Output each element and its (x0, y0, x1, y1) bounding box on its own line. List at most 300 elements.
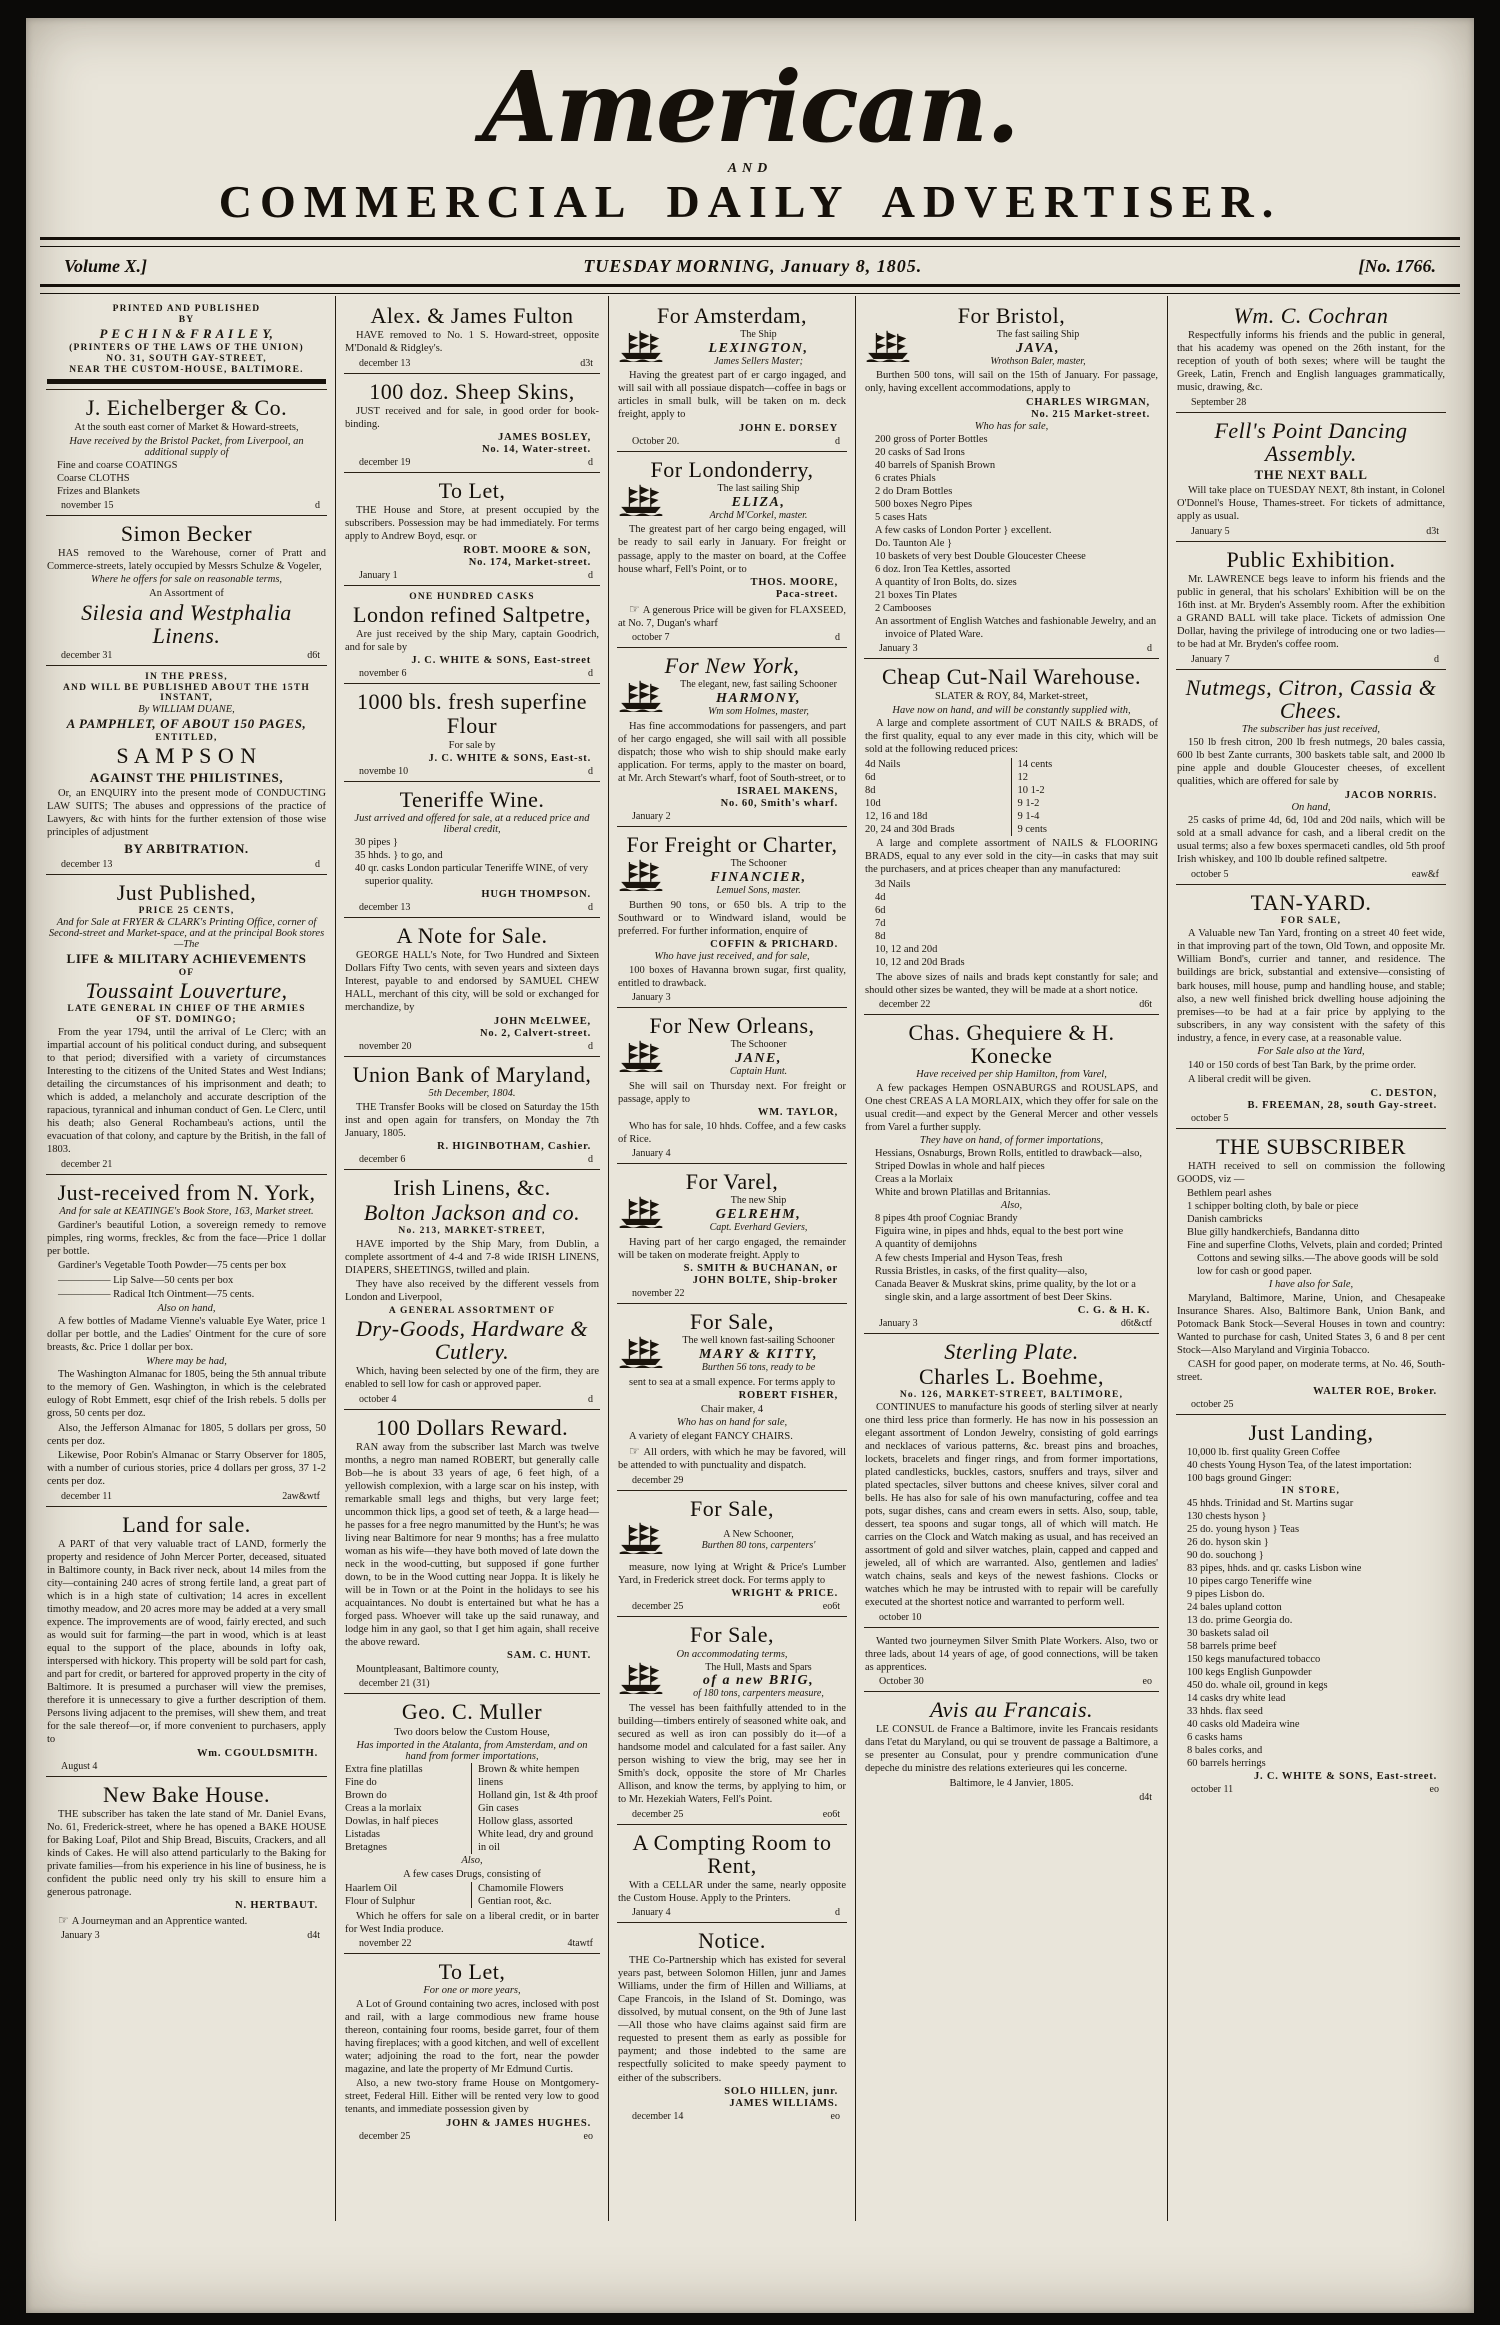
ad-heading: A Note for Sale. (396, 923, 548, 949)
list-item: 12, 16 and 18d (865, 810, 928, 822)
masthead-title-script: American. (482, 50, 1018, 164)
ad-insertion-code: d6t (1139, 999, 1152, 1011)
ship-info (671, 483, 846, 521)
ship-line: The fast sailing Ship (996, 329, 1080, 341)
ad-text: Mr. LAWRENCE begs leave to inform his friends and the public in general, that his scholars' Exhibition will be on the 16th inst. at Mr. Bryden's Assembly room. After the exhibition a GRAND BALL will take place. Tickets of admission One Dollar, having the privilege of introducing one or two ladies—to be had at Mr. Bryden's coffee room. (1177, 573, 1445, 651)
ad-text: An Assortment of (149, 587, 224, 599)
ad-imprint (46, 298, 327, 390)
ad-dateline (345, 1677, 599, 1689)
ad-dateline (47, 1760, 326, 1772)
ship-line: A New Schooner, (723, 1528, 794, 1540)
ad-insertion-code: d (588, 457, 593, 469)
ad-text: PRINTED AND PUBLISHED (112, 303, 261, 314)
ad-insertion-code: 2aw&wtf (282, 1490, 320, 1502)
ad-date: december 21 (61, 1158, 113, 1170)
ad-heading: Just Published, (116, 879, 257, 905)
ad-text: Also, (1000, 1200, 1023, 1212)
list-item: 8 bales corks, and (1187, 1745, 1263, 1757)
ad-note: ☞ All orders, with which he may be favored, will be attended to with punctuality and dispatch. (618, 1444, 846, 1472)
ad-date: december 29 (632, 1474, 684, 1486)
ad-geo-c-muller (344, 1694, 600, 1954)
list-item: Striped Dowlas in whole and half pieces (875, 1161, 1045, 1173)
ad-date: december 13 (359, 902, 411, 914)
thick-rule (47, 379, 326, 384)
list-item: White lead, dry and ground in oil (478, 1829, 594, 1854)
list-item: 9 1-2 (1017, 797, 1040, 809)
ad-text: Who has for sale, 10 hhds. Coffee, and a few casks of Rice. (618, 1120, 846, 1145)
ad-heading: Charles L. Boehme, (919, 1363, 1104, 1389)
column-2 (335, 296, 608, 2221)
ad-date: October 20. (632, 435, 680, 447)
ad-date: october 5 (1191, 868, 1229, 880)
ad-for-sale-mary-kitty (617, 1304, 847, 1491)
ad-insertion-code: d (588, 766, 593, 778)
ship-line: The elegant, new, fast sailing Schooner (680, 679, 837, 691)
ad-text: SAM. C. HUNT. (507, 1650, 591, 1662)
ad-text: By WILLIAM DUANE, (138, 704, 235, 716)
list-item: 12 (1017, 771, 1028, 783)
ad-text: A large and complete assortment of NAILS & FLOORING BRADS, equal to any ever sold in the city—in casks that may suit the purchasers, and at prices cheaper than any manufactured: (865, 838, 1158, 876)
ad-two-column-list (345, 1763, 599, 1854)
list-item: 60 barrels herrings (1187, 1758, 1266, 1770)
list-item: Brown do (345, 1790, 387, 1802)
ad-date: december 21 (31) (359, 1678, 430, 1690)
ad-text: Two doors below the Custom House, (394, 1726, 550, 1738)
ad-text: ISRAEL MAKENS, (736, 786, 838, 798)
ship-info (671, 1662, 846, 1700)
ad-text: Wm. CGOULDSMITH. (196, 1747, 318, 1759)
ad-dateline (47, 649, 326, 661)
ad-keatinge-bookstore (46, 1175, 327, 1507)
ad-insertion-code: d (588, 569, 593, 581)
ad-heading: Sterling Plate. (944, 1338, 1079, 1364)
ad-date: november 20 (359, 1040, 412, 1052)
ad-text: Have now on hand, and will be constantly supplied with, (892, 704, 1131, 716)
ad-text: The above sizes of nails and brads kept constantly for sale; and should other sizes be wanted, they will be made at a short notice. (865, 971, 1158, 996)
ad-list (873, 433, 1158, 641)
ad-date: october 10 (879, 1612, 922, 1623)
ad-for-new-york (617, 648, 847, 827)
ad-heading: Geo. C. Muller (401, 1699, 543, 1725)
ad-heading: TAN-YARD. (1250, 889, 1372, 915)
list-item: Bethlem pearl ashes (1187, 1188, 1272, 1200)
ad-date: november 22 (632, 1288, 685, 1300)
list-item: Dowlas, in half pieces (345, 1816, 439, 1828)
ad-dateline (47, 1929, 326, 1941)
ship-icon (865, 330, 913, 367)
ad-tan-yard (1176, 885, 1446, 1129)
ad-insertion-code: d3t (580, 357, 593, 369)
ad-to-let-ground (344, 1954, 600, 2146)
ad-date: october 25 (1191, 1398, 1234, 1410)
ad-text: No. 213, MARKET-STREET, (398, 1226, 546, 1237)
ad-heading: THE SUBSCRIBER (1216, 1133, 1406, 1159)
ad-fells-point-dancing-assembly (1176, 413, 1446, 542)
ad-heading: Irish Linens, &c. (393, 1175, 551, 1201)
ad-text: Respectfully informs his friends and the public in general, that his academy was opened on the 26th instant, for the reception of youth of both sexes; where will be taught the Greek, Latin, French and English languages grammatically, music, drawing, &c. (1177, 330, 1445, 394)
list-item: 1 schipper bolting cloth, by bale or piece (1187, 1201, 1359, 1213)
ad-text: GEORGE HALL's Note, for Two Hundred and Sixteen Dollars Fifty Two cents, with seven years and sixteen days Interest, payable to and endorsed by SAMUEL CHEW HALL, merchant of this city, will be sold or exchanged for merchandize, by (345, 950, 599, 1014)
ad-text: A PART of that very valuable tract of LAND, formerly the property and residence of John Mercer Porter, deceased, situated in Baltimore county, in Back river neck, about 14 miles from the city—containing 240 acres of strong fertile land, a great part of which is in a high state of cultivation; 14 acres in excellent timothy meadow, and 20 acres more may be added at a very small expence. The improvements are of wood, fairly erected, and such as would suit for farming—the part in wood, which is at least equal to the support of the place, abounds in lofty oak, interspersed with hickory. This property will be sold part for cash, and part for credit, or bartered for approved property in the city of Baltimore. It is presumed a purchaser will view the premises, therefore it is unnecessary to give a further description of them. Persons living adjacent to the premises, will shew them, and treat for the sale thereof—or, if more convenient to purchasers, apply to (47, 1538, 326, 1746)
masthead-and: AND (727, 160, 773, 176)
ad-text: They have on hand, of former importations, (919, 1135, 1104, 1147)
ad-text: THE subscriber has taken the late stand of Mr. Daniel Evans, No. 61, Frederick-street, where he has opened a BAKE HOUSE for Baking Loaf, Pilot and Ship Bread, Biscuits, Crackers, and all kinds of Cakes. He will also attend particularly to the Baking for private families—from his experience in his line of business, he is confident the public need only try his skill to ensure him a generous patronage. (47, 1808, 326, 1898)
ship-line: JANE, (735, 1050, 782, 1066)
ad-text: No. 126, MARKET-STREET, BALTIMORE, (899, 1389, 1124, 1400)
ad-insertion-code: d (315, 499, 320, 511)
ad-date: october 11 (1191, 1784, 1234, 1796)
ad-dateline (345, 357, 599, 369)
ad-heading: For Sale, (690, 1309, 774, 1335)
ad-dateline (618, 1147, 846, 1159)
ad-the-subscriber-goods (1176, 1129, 1446, 1415)
ad-new-bake-house (46, 1777, 327, 1946)
ship-icon (618, 1336, 666, 1373)
ad-text: I have also for Sale, (1268, 1279, 1354, 1291)
ad-text: SOLO HILLEN, junr. (724, 2086, 838, 2098)
ship-line: of a new BRIG, (702, 1673, 815, 1689)
ad-text: 25 casks of prime 4d, 6d, 10d and 20d nails, which will be sold at a small advance for cash, and a liberal credit on the usual terms; also a few boxes spermaceti candles, old 5th proof Irish whiskey, and 100 lb double refined saltpetre. (1177, 815, 1445, 866)
ad-dateline (618, 435, 846, 447)
ad-heading: New Bake House. (103, 1781, 270, 1807)
ad-dateline (1177, 868, 1445, 880)
list-item: Flour of Sulphur (345, 1896, 416, 1908)
ad-insertion-code: d (588, 1393, 593, 1405)
ship-line: GELREHM, (715, 1206, 802, 1222)
ad-to-let-store (344, 473, 600, 586)
ship-vignette (618, 1335, 846, 1373)
list-item: 6 crates Phials (875, 473, 936, 484)
ad-insertion-code: d (588, 1154, 593, 1166)
ad-dateline (618, 2110, 846, 2122)
ad-text: WRIGHT & PRICE. (731, 1588, 838, 1600)
ad-text: 150 lb fresh citron, 200 lb fresh nutmegs, 20 bales cassia, 600 lb best Zante currants, 300 baskets table salt, and 2000 lb pine apple and double Gloucester cheeses, of excellent qualities, which are offered for sale by (1177, 737, 1445, 788)
list-item: 40 qr. casks London particular Teneriffe WINE, of very superior quality. (355, 863, 589, 888)
ad-dateline (1177, 525, 1445, 537)
ad-dateline (865, 1675, 1158, 1687)
ad-list (1185, 1497, 1445, 1770)
list-item: Danish cambricks (1187, 1214, 1263, 1226)
ad-date: december 31 (61, 650, 113, 662)
list-item: Figuira wine, in pipes and hhds, equal to the best port wine (875, 1226, 1124, 1238)
list-item: Fine do (345, 1777, 377, 1789)
ad-dateline (865, 1611, 1158, 1623)
list-item: 10,000 lb. first quality Green Coffee (1187, 1447, 1340, 1459)
ad-dateline (1177, 1783, 1445, 1795)
ad-text: Having the greatest part of er cargo ingaged, and will sail with all possiaue dispatch—coffee in bags or articles in small bulk, will be taken on m. deck freight, apply to (618, 370, 846, 421)
ad-text: JOHN E. DORSEY (738, 422, 838, 434)
ad-text: ONE HUNDRED CASKS (409, 591, 535, 602)
ad-text: The greatest part of her cargo being engaged, will be ready to sail early in January. For freight or passage, apply to the master on board, at the Coffee house wharf, Fell's Point, or to (618, 524, 846, 575)
ad-wanted-journeymen (864, 1628, 1159, 1692)
list-item: 35 hhds. } to go, and (355, 850, 443, 862)
ad-text: Who has on hand for sale, (676, 1417, 788, 1429)
ad-text: measure, now lying at Wright & Price's Lumber Yard, in Frederick street dock. For terms apply to (618, 1561, 846, 1586)
ad-dateline (865, 1791, 1158, 1803)
ad-text: B. FREEMAN, 28, south Gay-street. (1247, 1099, 1437, 1111)
ad-text: Burthen 90 tons, or 650 bls. A trip to the Southward or to Windward island, would be preferred. For further information, enquire of (618, 899, 846, 937)
list-item: 150 kegs manufactured tobacco (1187, 1654, 1321, 1666)
ad-for-sale-hull (617, 1617, 847, 1824)
ad-text: A GENERAL ASSORTMENT OF (388, 1305, 556, 1316)
ad-100-dollars-reward (344, 1410, 600, 1695)
ad-heading: Cheap Cut-Nail Warehouse. (882, 664, 1141, 690)
ad-text: Also, (461, 1855, 483, 1867)
ad-text: Which he offers for sale on a liberal credit, or in barter for West India produce. (345, 1910, 599, 1935)
ad-text: CONTINUES to manufacture his goods of sterling silver at nearly one third less price than formerly. He has now in his possession an elegant assortment of London Jewelry, consisting of gold earrings and necklaces of various patterns, &c. breast pins and broaches, lockets, bracelets and finger rings, and from former importations, plated candlesticks, buckles, castors, snuffers and trays, silver and plated spectacles, silver buttons and cheese knives, silver coral and bells. He has also for sale of his own manufacturing, coffee and tea pots, sugar dishes, cans and cream ewers in setts. Also, soup, table, dessert, tea spoons and sugar tongs, all of which will match. He carries on the Clock and Watch making as usual, and has received an assortment of gold and silver watches, plain, capped and capped and jeweled, all of which are warranted. Also, gentlemen and ladies' watch chains, seals and keys of the newest fashions. Clocks or watches which he may be intrusted with to repair will be carefully executed at the shortest notice and warranted to perform well. (865, 1402, 1158, 1609)
ad-text: JACOB NORRIS. (1344, 789, 1437, 801)
list-item: Chamomile Flowers (478, 1883, 564, 1895)
ad-insertion-code: eo (583, 2131, 593, 2142)
ad-date: december 25 (632, 1808, 684, 1820)
ad-text: ROBT. MOORE & SON, (463, 544, 591, 556)
ad-text: Also on hand, (157, 1302, 216, 1314)
list-item: 24 bales upland cotton (1187, 1602, 1282, 1614)
ad-dateline (47, 1158, 326, 1170)
ad-date: december 22 (879, 999, 931, 1011)
ad-text: Have received per ship Hamilton, from Varel, (916, 1069, 1107, 1081)
ad-teneriffe-wine (344, 782, 600, 918)
ad-text: At the south east corner of Market & Howard-streets, (74, 422, 299, 434)
ad-dateline (1177, 1112, 1445, 1124)
ad-insertion-code: eaw&f (1411, 868, 1439, 880)
ad-for-freight-or-charter (617, 827, 847, 1008)
list-item: A quantity of Iron Bolts, do. sizes (875, 577, 1017, 589)
ad-text: She will sail on Thursday next. For freight or passage, apply to (618, 1080, 846, 1105)
ship-line: FINANCIER, (710, 869, 807, 885)
ad-text: BY ARBITRATION. (124, 840, 249, 856)
ad-insertion-code: d (1147, 643, 1152, 655)
ad-insertion-code: eo (1429, 1784, 1439, 1796)
ad-text: HAVE imported by the Ship Mary, from Dublin, a complete assortment of 4-4 and 7-8 wide IRISH LINENS, DIAPERS, SHEETINGS, twilled and plain. (345, 1238, 599, 1276)
ad-note: ☞ A Journeyman and an Apprentice wanted. (58, 1912, 248, 1927)
ad-public-exhibition (1176, 542, 1446, 670)
list-item: Creas a la Morlaix (875, 1174, 953, 1186)
ad-text: Maryland, Baltimore, Marine, Union, and Chesapeake Insurance Shares. Also, Baltimore Bank, Union Bank, and Potomack Bank Stock—Several Houses in town and country: Wanted to purchase for cash, United States 3, 6 and 8 per cent Stock—Also Maryland and Virginia Tobacco. (1177, 1292, 1445, 1356)
ad-dateline (1177, 653, 1445, 665)
ad-heading: For Amsterdam, (657, 302, 807, 328)
list-item: Listadas (345, 1829, 380, 1841)
list-item: 4d (875, 892, 886, 904)
ad-heading: Silesia and Westphalia Linens. (81, 600, 292, 649)
ad-text: For sale by (448, 739, 496, 751)
date-row (38, 247, 1462, 284)
ad-insertion-code: d (835, 1907, 840, 1919)
list-item: 40 chests Young Hyson Tea, of the latest importation: (1187, 1460, 1412, 1472)
ad-insertion-code: d (315, 858, 320, 870)
ad-list (1185, 1446, 1445, 1485)
ship-info (671, 679, 846, 717)
ad-text: 100 boxes of Havanna brown sugar, first quality, entitled to drawback. (618, 964, 846, 989)
ad-heading: 100 Dollars Reward. (375, 1414, 569, 1440)
ad-date: november 22 (359, 1938, 412, 1950)
ad-two-column-list (345, 1882, 599, 1908)
list-item: 10 baskets of very best Double Gloucester Cheese (875, 551, 1086, 563)
ad-list (353, 836, 599, 888)
ad-text: JAMES BOSLEY, (498, 432, 591, 444)
ad-text: The subscriber has just received, (1241, 723, 1381, 735)
list-item: 26 do. hyson skin } (1187, 1537, 1269, 1549)
ad-heading: London refined Saltpetre, (353, 601, 591, 627)
ad-insertion-code: d (588, 1040, 593, 1052)
pointing-hand-icon: ☞ (629, 1444, 644, 1459)
ad-eichelberger (46, 390, 327, 516)
ship-line: Wrothson Baler, master, (990, 355, 1086, 367)
ad-text: From the year 1794, until the arrival of Le Clerc; with an impartial account of his political conduct during, and subsequent to that period; diversified with a variety of circumstances Interesting to the citizens of the United States and West Indians; detailing the circumstances of his imprisonment and death; to which is added, a melancholy and accurate description of the rapacious, tyrannical and inhuman conduct of Gen. Le Clerc, until his death; also General Rochambeau's actions, until the evacuation of that colony, and capture by the British, in the fall of 1803. (47, 1027, 326, 1156)
ad-text: With a CELLAR under the same, nearly opposite the Custom House. Apply to the Printers. (618, 1879, 846, 1904)
ad-insertion-code: eo6t (822, 1808, 840, 1820)
ship-line: The Ship (740, 329, 777, 341)
ad-just-landing (1176, 1415, 1446, 1799)
ad-date: January 7 (1191, 653, 1230, 665)
ad-text: Where may be had, (146, 1355, 227, 1367)
list-item: Coarse CLOTHS (57, 472, 130, 484)
ad-dateline (618, 810, 846, 822)
ad-text: A Valuable new Tan Yard, fronting on a street 40 feet wide, in that improving part of the town, Old Town, and opposite Mr. William Bond's, currier and tanner, and residence. The buildings are brick, substantial and extensive—consisting of bark houses, mill house, pump and handling house, and stable; also, a new well finished brick dwelling house adjoining the premises—to be had at a fair price by applying to the subscribers, in any way consistent with the safety of this industry, a fence, in every case, at a reasonable value. (1177, 928, 1445, 1044)
ad-ghequiere-konecke (864, 1015, 1159, 1333)
ship-line: Burthen 56 tons, ready to be (701, 1362, 816, 1374)
list-item: 10 pipes cargo Teneriffe wine (1187, 1576, 1312, 1588)
list-item: 10, 12 and 20d (875, 944, 938, 956)
ad-text: 5th December, 1804. (428, 1088, 516, 1100)
ad-text: CHARLES WIRGMAN, (1025, 396, 1150, 408)
list-item: 83 pipes, hhds. and qr. casks Lisbon wine (1187, 1563, 1362, 1575)
issue-number-label: [No. 1766. (1358, 255, 1436, 276)
list-item: Russia Bristles, in casks, of the first quality—also, (875, 1265, 1088, 1277)
ad-text: C. G. & H. K. (1077, 1304, 1150, 1316)
ad-text: Likewise, Poor Robin's Almanac or Starry Observer for 1805, with a number of curious stories, price 4 dollars per gross, 37 1-2 cents per doz. (47, 1450, 326, 1488)
ad-sterling-plate-boehme (864, 1334, 1159, 1628)
list-item: 10 1-2 (1017, 784, 1045, 796)
left-list (345, 1882, 472, 1908)
ad-heading: To Let, (438, 1959, 506, 1985)
ship-line: Capt. Everhard Geviers, (709, 1222, 808, 1234)
date-label: TUESDAY MORNING, January 8, 1805. (583, 255, 923, 276)
ad-text: P E C H I N & F R A I L E Y, (99, 325, 274, 341)
ad-text: Wanted two journeymen Silver Smith Plate Workers. Also, two or three lads, about 14 years of age, of good connections, will be taken as apprentices. (865, 1635, 1158, 1673)
ad-insertion-code: d (588, 902, 593, 914)
ad-dateline (345, 456, 599, 468)
ad-date: January 3 (632, 992, 671, 1004)
ad-text: J. C. WHITE & SONS, East-street. (1253, 1771, 1437, 1783)
ad-date: october 7 (632, 632, 670, 644)
ad-compting-room (617, 1825, 847, 1924)
ship-vignette (618, 483, 846, 521)
ad-heading: For New York, (664, 653, 800, 679)
ad-text: JAMES WILLIAMS. (729, 2098, 838, 2110)
ad-text: On hand, (1291, 801, 1331, 813)
ad-date: October 30 (879, 1676, 924, 1688)
ad-date: december 13 (61, 858, 113, 870)
ad-text: THE Transfer Books will be closed on Saturday the 15th inst and open again for transfers, on Monday the 7th January, 1805. (345, 1101, 599, 1139)
ad-text: R. HIGINBOTHAM, Cashier. (437, 1141, 591, 1153)
ship-line: LEXINGTON, (708, 340, 809, 356)
list-item: 21 boxes Tin Plates (875, 590, 957, 602)
list-item: 14 cents (1017, 758, 1053, 770)
ad-heading: Wm. C. Cochran (1233, 302, 1389, 328)
ad-text: Paca-street. (775, 589, 838, 601)
list-item: 500 boxes Negro Pipes (875, 499, 973, 511)
ad-heading: Dry-Goods, Hardware & Cutlery. (356, 1315, 588, 1364)
ad-text: Just arrived and offered for sale, at a reduced price and liberal credit, (354, 813, 590, 836)
ad-heading: J. Eichelberger & Co. (85, 394, 288, 420)
ship-icon (618, 680, 666, 717)
ship-vignette (618, 679, 846, 717)
ad-text: JOHN McELWEE, (494, 1015, 591, 1027)
ad-text: THE House and Store, at present occupied by the subscribers. Possession may be had immediately. For terms apply to Andrew Boyd, esqr. or (345, 505, 599, 543)
ad-heading: Alex. & James Fulton (370, 302, 574, 328)
ad-heading: 100 doz. Sheep Skins, (369, 378, 575, 404)
ad-text: For one or more years, (423, 1985, 521, 1997)
list-item: Brown & white hempen linens (478, 1764, 580, 1789)
ad-text: Gardiner's Vegetable Tooth Powder—75 cents per box (58, 1260, 287, 1272)
ad-dateline (618, 1808, 846, 1820)
ship-vignette (618, 1039, 846, 1077)
ad-text: CASH for good paper, on moderate terms, at No. 46, South-street. (1177, 1359, 1445, 1384)
ad-text: Gardiner's beautiful Lotion, a sovereign remedy to remove pimples, ring worms, freckles, &c from the face—Price 1 dollar per bottle. (47, 1219, 326, 1257)
ad-for-amsterdam (617, 298, 847, 452)
list-item: 8d (865, 784, 876, 796)
ad-heading: For Sale, (690, 1495, 774, 1521)
ad-text: (PRINTERS OF THE LAWS OF THE UNION) (69, 342, 304, 353)
ad-text: No. 215 Market-street. (1031, 408, 1150, 420)
list-item: 13 do. prime Georgia do. (1187, 1615, 1293, 1627)
ad-date: november 15 (61, 499, 114, 511)
ad-text: J. C. WHITE & SONS, East-st. (428, 753, 591, 765)
ad-heading: For Sale, (690, 1622, 774, 1648)
ad-text: Have received by the Bristol Packet, from Liverpool, an additional supply of (69, 435, 304, 458)
ad-heading: Public Exhibition. (1226, 546, 1396, 572)
ad-text: ROBERT FISHER, (738, 1390, 838, 1402)
list-item: 6 casks hams (1187, 1732, 1243, 1744)
ad-for-sale-new-schooner (617, 1491, 847, 1618)
ad-text: WM. TAYLOR, (757, 1107, 838, 1119)
ad-list (873, 1147, 1158, 1199)
ad-dateline (618, 631, 846, 643)
ad-text: Chair maker, 4 (700, 1403, 764, 1415)
list-item: 14 casks dry white lead (1187, 1693, 1286, 1705)
ship-info (918, 329, 1158, 367)
ad-dateline (865, 998, 1158, 1010)
list-item: 130 chests hyson } (1187, 1511, 1267, 1523)
ad-heading: 1000 bls. fresh superfine Flour (356, 689, 587, 738)
ad-text: The Washington Almanac for 1805, being the 5th annual tribute to the memory of Gen. Washington, in which is the celebrated eulogy of Robt Emmett, esqr chief of the Irish rebels. 5 dolls per gross, 50 cents per doz. (47, 1369, 326, 1420)
ship-info (671, 858, 846, 896)
masthead-title-main: COMMERCIAL DAILY ADVERTISER. (218, 175, 1282, 227)
ad-text: N. HERTBAUT. (235, 1900, 318, 1912)
ad-text: Burthen 500 tons, will sail on the 15th of January. For passage, only, having excellent accommodations, apply to (865, 370, 1158, 395)
ad-text: Or, an ENQUIRY into the present mode of CONDUCTING LAW SUITS; The abuses and oppressions of the practice of Lawyers, &c with hints for the further extension of those wise principles of adjustment (47, 788, 326, 839)
ad-insertion-code: d3t (1426, 525, 1439, 537)
ship-line: Wm som Holmes, master, (708, 706, 809, 718)
ad-text: HUGH THOMPSON. (481, 889, 591, 901)
ad-dateline (47, 1490, 326, 1502)
list-item: 9 cents (1017, 823, 1047, 835)
ship-icon (618, 1196, 666, 1233)
ad-date: december 13 (359, 357, 411, 369)
ship-line: The Schooner (730, 858, 787, 870)
ad-dateline (47, 499, 326, 511)
ad-text: Baltimore, le 4 Janvier, 1805. (949, 1777, 1074, 1789)
ad-avis-au-francais (864, 1692, 1159, 1807)
ship-vignette (618, 329, 846, 367)
newspaper-page (26, 18, 1474, 2313)
list-item: White and brown Platillas and Britannias. (875, 1187, 1051, 1199)
ad-text: Has imported in the Atalanta, from Amsterdam, and on hand from former importations, (356, 1740, 588, 1763)
ad-simon-becker (46, 516, 327, 667)
ad-text: No. 60, Smith's wharf. (720, 798, 838, 810)
ad-heading: Toussaint Louverture, (85, 977, 288, 1003)
